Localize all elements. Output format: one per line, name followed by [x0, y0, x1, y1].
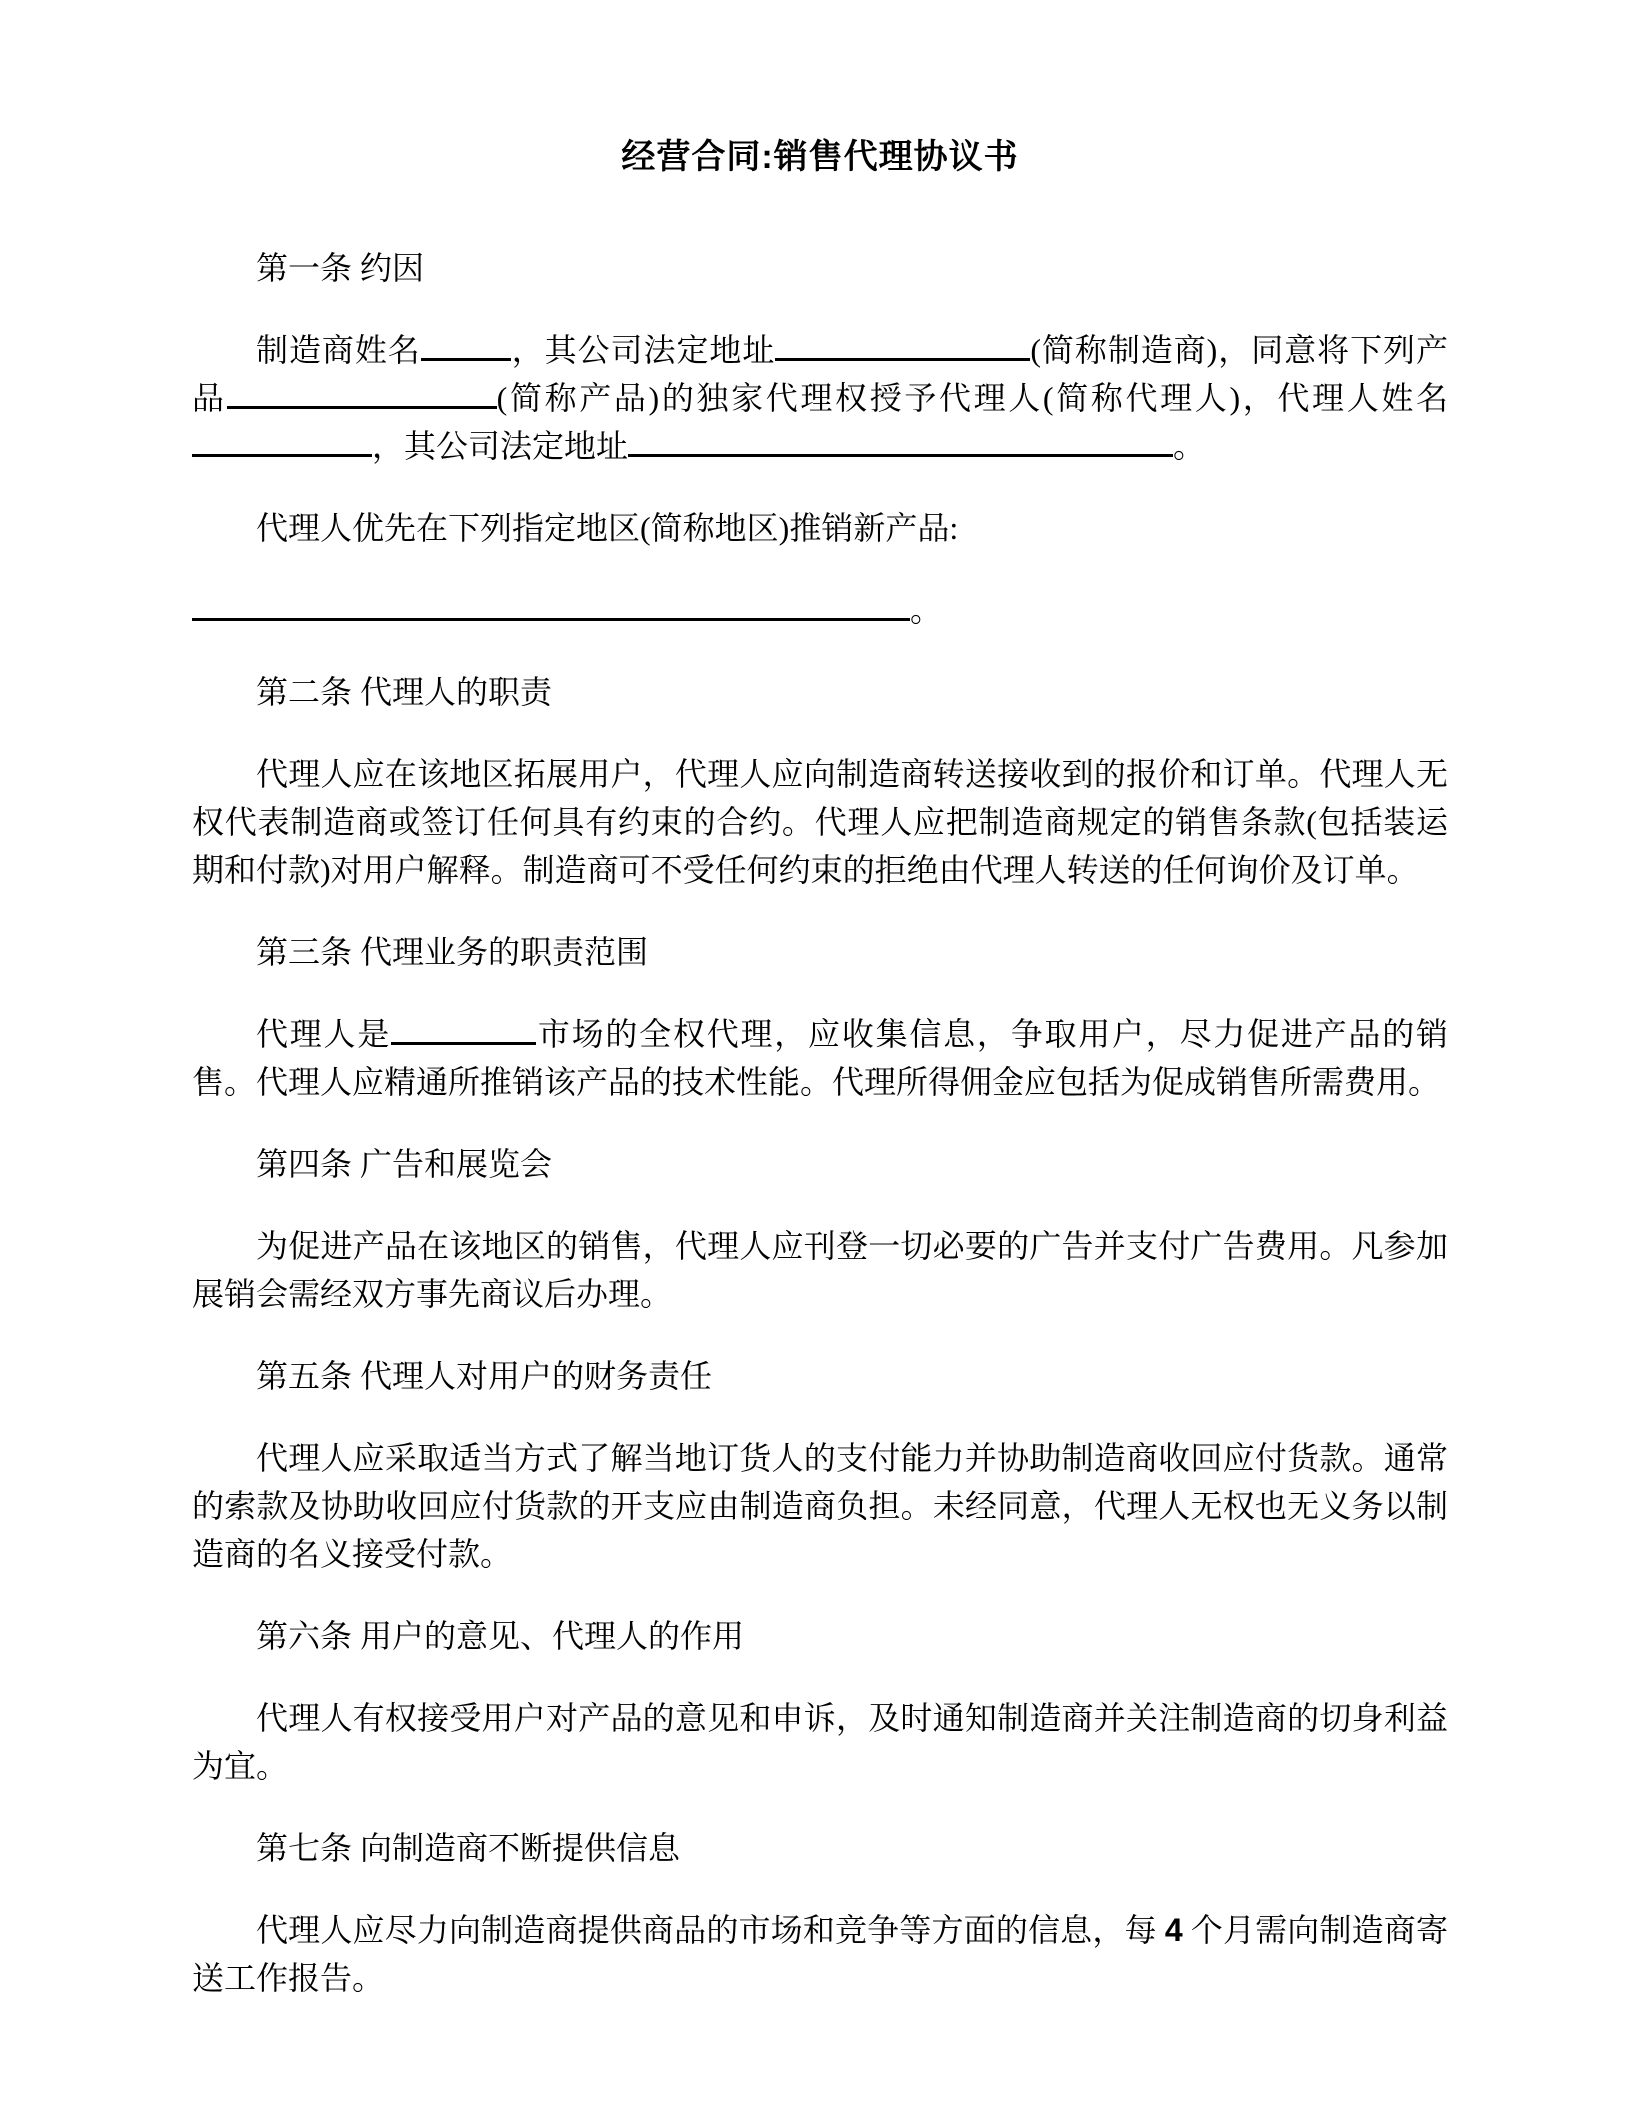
section-heading: 第四条 广告和展览会 [256, 1146, 553, 1182]
paragraph [192, 1434, 1448, 1578]
text-run: 为促进产品在该地区的销售，代理人应刊登一切必要的广告并支付广告费用。凡参加展销会需经双方事先商议后办理。 [192, 1228, 1448, 1312]
text-run: (简称产品)的独家代理权授予代理人(简称代理人)，代理人姓名 [496, 380, 1448, 416]
document-body [192, 244, 1448, 2002]
text-run: ，其公司法定地址 [510, 332, 776, 368]
document-title: 经营合同:销售代理协议书 [621, 138, 1019, 176]
paragraph [192, 586, 1448, 634]
paragraph [192, 750, 1448, 894]
text-run: ，其公司法定地址 [372, 428, 629, 464]
paragraph [192, 1906, 1448, 2002]
text-run: 。 [1173, 428, 1206, 464]
fill-in-blank [421, 328, 511, 361]
fill-in-blank [227, 376, 497, 409]
section-heading: 第六条 用户的意见、代理人的作用 [256, 1618, 745, 1654]
section-heading: 第二条 代理人的职责 [256, 674, 553, 710]
paragraph [192, 326, 1448, 470]
fill-in-blank [775, 328, 1030, 361]
paragraph [192, 1694, 1448, 1790]
fill-in-blank [192, 588, 910, 621]
document-content [192, 132, 1448, 2036]
paragraph [192, 1010, 1448, 1106]
section-heading: 第五条 代理人对用户的财务责任 [256, 1358, 713, 1394]
text-run: 代理人优先在下列指定地区(简称地区)推销新产品: [256, 510, 959, 546]
paragraph [192, 504, 1448, 552]
fill-in-blank [628, 424, 1173, 457]
text-run: 。 [910, 592, 943, 628]
fill-in-blank [192, 424, 372, 457]
text-run: 4 [1164, 1912, 1183, 1948]
section-heading: 第一条 约因 [256, 250, 425, 286]
text-run: (简称制造商)，同意将下列产品 [192, 332, 1448, 416]
text-run: 代理人有权接受用户对产品的意见和申诉，及时通知制造商并关注制造商的切身利益为宜。 [192, 1700, 1448, 1784]
text-run: 代理人应尽力向制造商提供商品的市场和竞争等方面的信息，每 [256, 1912, 1165, 1948]
text-run: 代理人应在该地区拓展用户，代理人应向制造商转送接收到的报价和订单。代理人无权代表制造商或签订任何具有约束的合约。代理人应把制造商规定的销售条款(包括装运期和付款)对用户解释。制造商可不受任何约束的拒绝由代理人转送的任何询价及订单。 [192, 756, 1448, 888]
text-run: 个月需向制造商寄送工作报告。 [192, 1912, 1448, 1996]
text-run: 代理人是 [256, 1016, 392, 1052]
paragraph [192, 1222, 1448, 1318]
section-heading: 第七条 向制造商不断提供信息 [256, 1830, 681, 1866]
section-heading: 第三条 代理业务的职责范围 [256, 934, 649, 970]
text-run: 市场的全权代理，应收集信息，争取用户，尽力促进产品的销售。代理人应精通所推销该产品的技术性能。代理所得佣金应包括为促成销售所需费用。 [192, 1016, 1448, 1100]
text-run: 代理人应采取适当方式了解当地订货人的支付能力并协助制造商收回应付货款。通常的索款及协助收回应付货款的开支应由制造商负担。未经同意，代理人无权也无义务以制造商的名义接受付款。 [192, 1440, 1448, 1572]
fill-in-blank [391, 1012, 536, 1045]
text-run: 制造商姓名 [256, 332, 421, 368]
